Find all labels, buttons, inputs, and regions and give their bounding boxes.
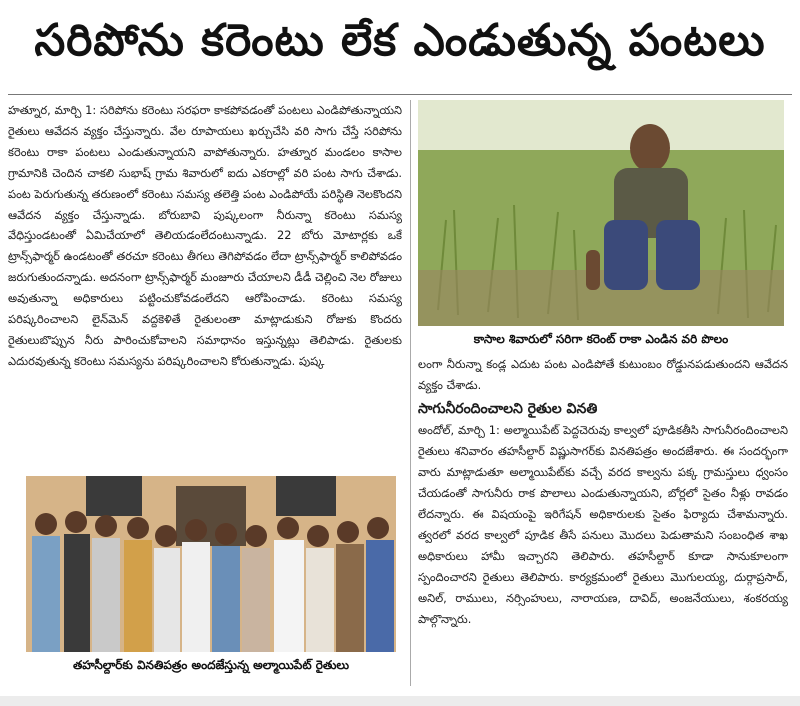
article-body-left: హత్నూర, మార్చి 1: సరిపోను కరెంటు సరఫరా కాకపోవడంతో పంటలు ఎండిపోతున్నాయని రైతులు ఆవేదన వ్యక్తం చేస్తున్నారు. వేల రూపాయలు ఖర్చుచేసి వరి సాగు చేస్తే సరిపోను కరెంటు రాకా పంటలు ఎండుతున్నాయని వాపోతున్నారు. హత్నూర మండలం కాసాల గ్రామానికి చెందిన చాకలి సుభాష్ గ్రామ శివారులో ఐదు ఎకరాల్లో వరి పంట సాగు చేశాడు. పంట పెరుగుతున్న తరుణంలో కరెంటు సమస్య తలెత్తి పంట ఎండిపోయే పరిస్థితి నెలకొందని ఆవేదన వ్యక్తం చేస్తున్నాడు. బోరుబావి పుష్కలంగా నీరున్నా కరెంటు సమస్య వేధిస్తుండటంతో ఏమిచేయాలో తెలియడంలేదంటున్నాడు. 22 బోరు మోటార్లకు ఒకే ట్రాన్స్‌ఫార్మర్ ఉండటంతో తరచూ కరెంటు తీగలు తెగిపోవడం లేదా ట్రాన్స్‌ఫార్మర్ కాలిపోవడం జరుగుతుందన్నాడు. అదనంగా ట్రాన్స్‌ఫార్మర్ మంజూరు చేయాలని డీడీ చెల్లించి నెల రోజులు అవుతున్నా అధికారులు పట్టించుకోవడంలేదని ఆరోపించాడు. కరెంటు సమస్య పరిష్కరించాలని లైన్‌మెన్ వద్దకెళితే రైతులంతా మాట్లాడుకుని రోజుకు కొందరు రైతులుబొప్పున నీరు పారించుకోవాలని సమాధానం ఇస్తున్నట్లు తెలిపాడు. రైతులకు ఎదురవుతున్న కరెంటు సమస్యను పరిష్కరించాలని కోరుతున్నాడు. పుష్క [8, 103, 402, 368]
farmers-petition-photo [26, 476, 396, 652]
article-left-column [8, 100, 402, 470]
dried-paddy-field-photo [418, 100, 784, 326]
article-left-continuation: లంగా నీరున్నా కండ్ల ఎదుట పంట ఎండిపోతే కుటుంబం రోడ్డునపడుతుందని ఆవేదన వ్యక్తం చేశాడు. [418, 357, 788, 392]
headline-rule [8, 94, 792, 95]
column-divider [410, 100, 411, 686]
field-photo-caption: కాసాల శివారులో సరిగా కరెంట్ రాకా ఎండిన వరి పొలం [473, 332, 729, 346]
article-body-right: అందోల్, మార్చి 1: అల్మాయిపేట్ పెద్దచెరువు కాల్వలో పూడికతీసి సాగునీరందించాలని రైతులు శనివారం తహసీల్దార్ విష్ణుసాగర్‌కు వినతిపత్రం అందజేశారు. ఈ సందర్భంగా వారు మాట్లాడుతూ అల్మాయిపేట్‌కు వచ్చే వరద కాల్వను పక్క గ్రామస్తులు ధ్వంసం చేయడంతో సాగునీరు రాక పొలాలు ఎండుతున్నాయని, బోర్లలో సైతం నీళ్లు రావడం లేదన్నారు. ఈ విషయంపై ఇరిగేషన్ అధికారులకు సైతం ఫిర్యాదు చేశామన్నారు. త్వరలో వరద కాల్వలో పూడిక తీసే పనులు మొదలు పెడుతామని సంబంధిత శాఖ అధికారులు హామీ ఇచ్చారని తెలిపారు. తహసీల్దార్ కూడా సానుకూలంగా స్పందించారని రైతులు తెలిపారు. కార్యక్రమంలో రైతులు మొగులయ్య, దుర్గాప్రసాద్, అనిల్, రాములు, నర్సింహులు, నారాయణ, దావిద్, అంజనేయులు, శంకరయ్య పాల్గొన్నారు. [418, 423, 788, 626]
farmers-photo-illustration [26, 476, 396, 652]
field-photo-illustration [418, 100, 784, 326]
farmers-photo-caption: తహసీల్దార్‌కు వినతిపత్రం అందజేస్తున్న అల్మాయిపేట్ రైతులు [72, 658, 350, 672]
subheadline: సాగునీరందించాలని రైతుల వినతి [418, 401, 598, 417]
page-bottom-edge [0, 696, 800, 706]
headline: సరిపోను కరెంటు లేక ఎండుతున్న పంటలు [34, 15, 766, 66]
article-right-column [418, 354, 788, 690]
